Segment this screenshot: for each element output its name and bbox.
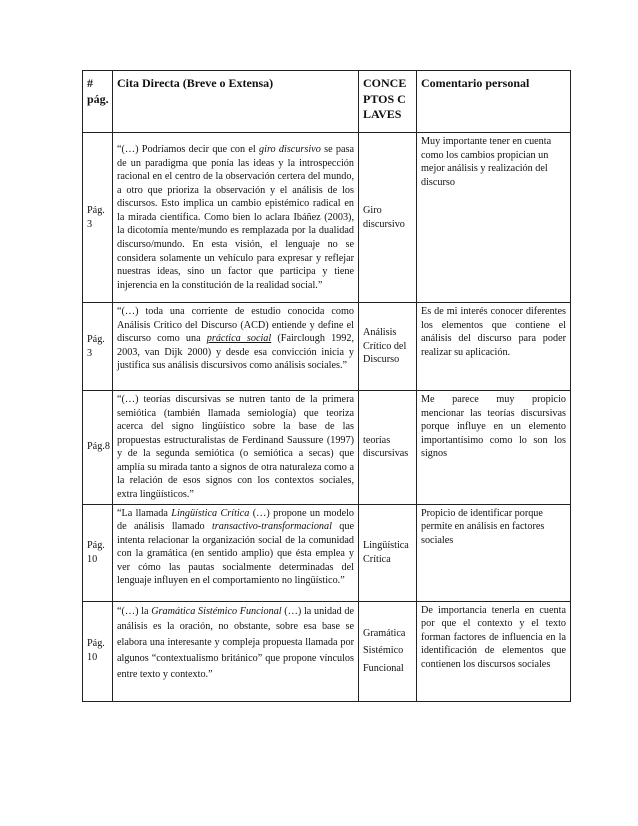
quote-text: “La llamada (117, 507, 172, 519)
header-cita: Cita Directa (Breve o Extensa) (113, 71, 359, 133)
quote-text: “(…) la (117, 605, 152, 617)
header-conceptos: CONCEPTOS CLAVES (359, 71, 417, 133)
row-quote (113, 504, 359, 601)
header-row (83, 71, 571, 133)
row-concept: Gramática Sistémico Funcional (359, 601, 417, 701)
quote-text: (…) la unidad de análisis es la oración, no obstante, sobre esa base se elabora una interesante y compleja propuesta llamada por algunos “contextualismo británico” que propone vínculos entre texto y contexto.” (117, 605, 354, 680)
table-row (83, 601, 571, 701)
row-comment: Muy importante tener en cuenta como los cambios propician un mejor análisis y realización del discurso (417, 133, 571, 303)
quote-text: que intenta relacionar la organización social de la comunidad con la gramática (en sentido amplio) que ésta emplea y ver cómo las pautas socialmente determinadas del lenguaje influyen en el comportamiento no lingüístico.” (117, 521, 354, 587)
quote-text: (Fairclough 1992, 2003, van Dijk 2000) y desde esa convicción inicia y justifica sus análisis discursivos como análisis sociales.” (117, 333, 354, 372)
row-concept: Análisis Crítico del Discurso (359, 303, 417, 391)
row-comment: Es de mi interés conocer diferentes los elementos que contiene el análisis del discurso para poder realizar su aplicación. (417, 303, 571, 391)
row-page: Pág. 3 (83, 133, 113, 303)
row-page: Pág. 3 (83, 303, 113, 391)
quote-underlined: práctica social (206, 333, 272, 345)
header-pag: # pág. (83, 71, 113, 133)
quote-text: “(…) toda una corriente de estudio conocida como Análisis Crítico del Discurso (ACD) entiende y define el discurso como una (117, 306, 354, 345)
table-row (83, 303, 571, 391)
row-page: Pág.8 (83, 391, 113, 505)
quote-text: se pasa de un paradigma que ponía las ideas y la introspección racional en el centro de la observación certera del mundo, a otro que prioriza la observación y el análisis de los discursos. Esto implica un cambio epistémico radical en la mirada científica. Como bien lo aclara Ibáñez (2003), la dicotomía mente/mundo es remplazada por la dualidad discurso/mundo. En esta visión, el lenguaje no se considera solamente un vehículo para expresar y reflejar nuestras ideas, sino un factor que participa y tiene injerencia en la constitución de la realidad social.” (117, 144, 355, 291)
row-page: Pág. 10 (83, 504, 113, 601)
quote-italic: Lingüística Crítica (171, 507, 250, 519)
table-row (83, 504, 571, 601)
row-concept: Lingüística Crítica (359, 504, 417, 601)
table-row (83, 391, 571, 505)
row-quote (113, 303, 359, 391)
row-quote: “(…) teorías discursivas se nutren tanto de la primera semiótica (también llamada semiología) que teoriza acerca del signo lingüístico sobre la base de las propuestas estructuralistas de Ferdinand Saussure (1997) y de la segunda semiótica (o semiótica a secas) que amplía su mirada tanto a signos de otra naturaleza como a la relación de esos signos con los contextos sociales, extra lingüísticos.” (113, 391, 359, 505)
quote-italic: Gramática Sistémico Funcional (151, 605, 282, 617)
row-comment: Me parece muy propicio mencionar las teorías discursivas porque influye en un elemento importantísimo como lo son los signos (417, 391, 571, 505)
row-page: Pág. 10 (83, 601, 113, 701)
row-comment: De importancia tenerla en cuenta por que el contexto y el texto forman factores de influencia en la identificación de elementos que contienen los discursos sociales (417, 601, 571, 701)
quote-italic: transactivo-transformacional (211, 521, 332, 533)
quote-text: “(…) Podríamos decir que con el (117, 144, 260, 155)
table-row (83, 133, 571, 303)
quote-text: (…) propone un modelo de análisis llamado (117, 507, 355, 533)
row-comment: Propicio de identificar porque permite en análisis en factores sociales (417, 504, 571, 601)
row-concept: teorías discursivas (359, 391, 417, 505)
row-concept: Giro discursivo (359, 133, 417, 303)
row-quote (113, 133, 359, 303)
header-comentario: Comentario personal (417, 71, 571, 133)
quote-italic: giro discursivo (259, 144, 321, 155)
row-quote (113, 601, 359, 701)
citation-table (82, 70, 571, 702)
